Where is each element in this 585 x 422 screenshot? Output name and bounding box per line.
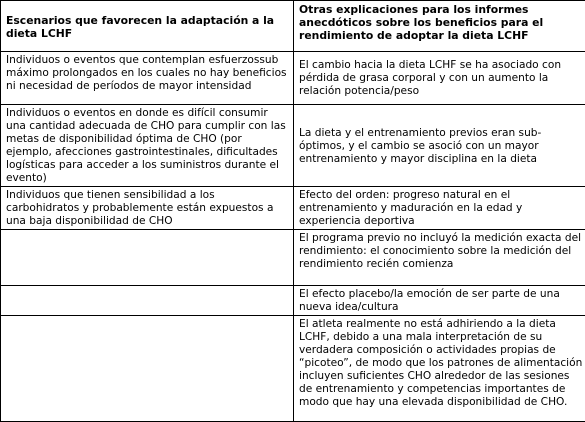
table-row [1,316,585,422]
table-row [1,230,585,286]
table-cell-scenario: Individuos que tienen sensibilidad a los carbohidratos y probablemente están expuestos a una baja disponibilidad de CHO [1,187,294,230]
table-header-row [1,1,585,52]
table-cell-explanation: El programa previo no incluyó la medición exacta del rendimiento: el conocimiento sobre la medición del rendimiento recién comienza [294,230,585,286]
table-cell-explanation: El atleta realmente no está adhiriendo a la dieta LCHF, debido a una mala interpretación de su verdadera composición o actividades propias de “picoteo”, de modo que los patrones de alimentación incluyen suficientes CHO alrededor de las sesiones de entrenamiento y competencias importantes de modo que hay una elevada disponibilidad de CHO. [294,316,585,422]
table-cell-explanation: El efecto placebo/la emoción de ser parte de una nueva idea/cultura [294,286,585,316]
table-cell-scenario [1,230,294,286]
table-row [1,187,585,230]
header-scenarios: Escenarios que favorecen la adaptación a la dieta LCHF [1,1,294,52]
table-cell-scenario [1,316,294,422]
table-cell-explanation: El cambio hacia la dieta LCHF se ha asociado con pérdida de grasa corporal y con un aumento la relación potencia/peso [294,52,585,105]
table-cell-scenario: Individuos o eventos que contemplan esfuerzossub máximo prolongados en los cuales no hay beneficios ni necesidad de períodos de mayor intensidad [1,52,294,105]
table-cell-scenario: Individuos o eventos en donde es difícil consumir una cantidad adecuada de CHO para cumplir con las metas de disponibilidad óptima de CHO (por ejemplo, afecciones gastrointestinales, dificultades logísticas para acceder a los suministros durante el evento) [1,105,294,187]
table-row [1,105,585,187]
table-cell-scenario [1,286,294,316]
table-cell-explanation: Efecto del orden: progreso natural en el entrenamiento y maduración en la edad y experiencia deportiva [294,187,585,230]
table-cell-explanation: La dieta y el entrenamiento previos eran sub-óptimos, y el cambio se asoció con un mayor entrenamiento y mayor disciplina en la dieta [294,105,585,187]
table-row [1,52,585,105]
table-row [1,286,585,316]
header-other-explanations: Otras explicaciones para los informes anecdóticos sobre los beneficios para el rendimiento de adoptar la dieta LCHF [294,1,585,52]
